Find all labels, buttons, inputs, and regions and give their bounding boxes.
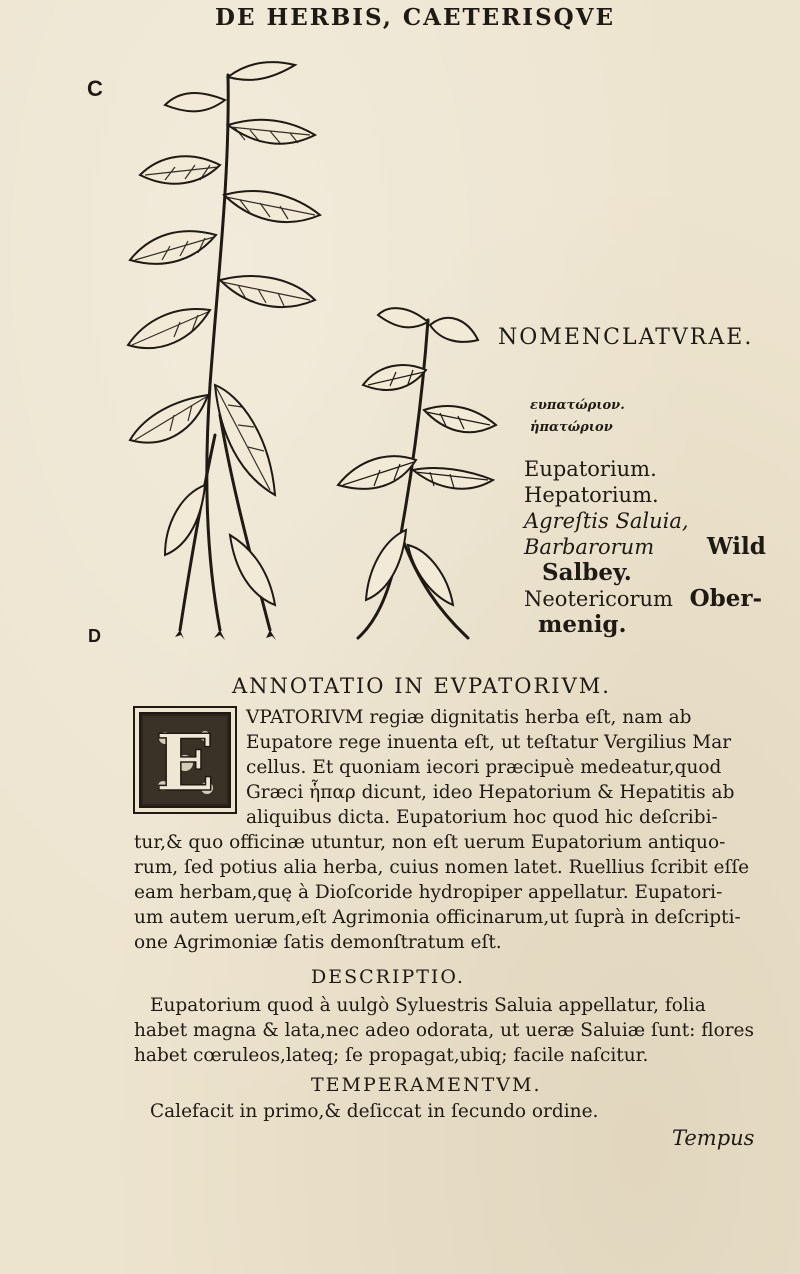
name-wild: Wild <box>706 533 766 560</box>
name-agrestis-saluia: Agreſtis Saluia, <box>524 509 689 533</box>
greek-name-2: ἡπατώριον <box>530 420 613 435</box>
catchword: Tempus <box>672 1126 755 1150</box>
annotatio-line-7: rum, ſed potius alia herba, cuius nomen latet. Ruellius ſcribit eſſe <box>134 857 750 878</box>
nomenclature-list <box>524 456 784 638</box>
name-hepatorium: Hepatorium. <box>524 483 659 507</box>
name-menig: menig. <box>538 611 627 638</box>
name-ober: Ober- <box>689 585 763 612</box>
plant-woodcut-short <box>318 300 500 642</box>
running-head: DE HERBIS, CAETERISQVE <box>215 4 616 31</box>
annotatio-line-8: eam herbam,quę à Dioſcoride hydropiper appellatur. Eupatori- <box>134 882 723 903</box>
annotatio-line-4: Græci ἧπαρ dicunt, ideo Hepatorium & Hepatitis ab <box>246 782 735 803</box>
annotatio-heading: ANNOTATIO IN EVPATORIVM. <box>232 674 611 698</box>
temperamentum-heading: TEMPERAMENTVM. <box>311 1074 542 1096</box>
name-eupatorium: Eupatorium. <box>524 457 657 481</box>
descriptio-heading: DESCRIPTIO. <box>311 966 465 988</box>
annotatio-line-1: VPATORIVM regiæ dignitatis herba eſt, nam ab <box>246 707 692 728</box>
svg-text:E: E <box>155 718 215 809</box>
greek-name-1: ευπατώριον. <box>530 398 625 413</box>
descriptio-line-3: habet cœruleos,lateq; ſe propagat,ubiq; facile naſcitur. <box>134 1045 649 1066</box>
plant-woodcut-tall <box>120 55 330 645</box>
temperamentum-line-1: Calefacit in primo,& deſiccat in ſecundo ordine. <box>150 1101 599 1122</box>
annotatio-line-10: one Agrimoniæ ſatis demonſtratum eſt. <box>134 932 502 953</box>
name-neotericorum-line <box>524 586 784 612</box>
name-salbey: Salbey. <box>542 559 632 586</box>
nomenclature-heading: NOMENCLATVRAE. <box>498 325 754 350</box>
annotatio-line-2: Eupatore rege inuenta eſt, ut teſtatur Vergilius Mar <box>246 732 732 753</box>
initial-ornament-icon <box>135 708 235 812</box>
annotatio-line-9: um autem uerum,eſt Agrimonia officinarum,ut ſuprà in deſcripti- <box>134 907 741 928</box>
name-barbarorum: Barbarorum <box>524 535 655 559</box>
annotatio-line-3: cellus. Et quoniam iecori præcipuè medeatur,quod <box>246 757 722 778</box>
annotatio-line-5: aliquibus dicta. Eupatorium hoc quod hic deſcribi- <box>246 807 718 828</box>
margin-letter-d: D <box>88 626 101 646</box>
descriptio-line-1: Eupatorium quod à uulgò Syluestris Saluia appellatur, folia <box>150 995 706 1016</box>
margin-letter-c: C <box>87 76 103 101</box>
descriptio-line-2: habet magna & lata,nec adeo odorata, ut ueræ Saluiæ ſunt: flores <box>134 1020 755 1041</box>
annotatio-line-6: tur,& quo officinæ utuntur, non eſt uerum Eupatorium antiquo- <box>134 832 726 853</box>
decorated-initial <box>133 706 237 814</box>
name-barbarorum-line <box>524 534 784 560</box>
name-neotericorum: Neotericorum <box>524 587 673 611</box>
